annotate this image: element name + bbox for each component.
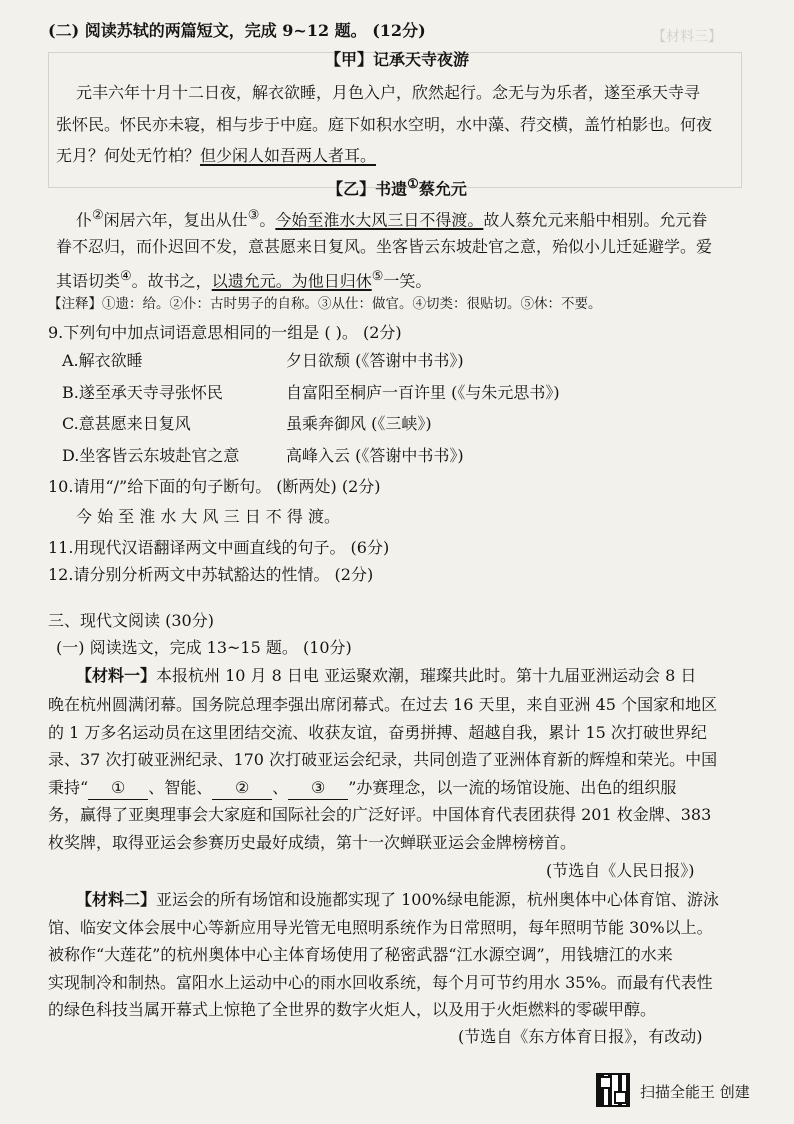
yi-l1a: 仆 [76, 210, 93, 230]
jia-line-2: 张怀民。怀民亦未寝，相与步于中庭。庭下如积水空明，水中藻、荇交横，盖竹柏影也。何夜 [56, 115, 713, 134]
q12-stem: 12.请分别分析两文中苏轼豁达的性情。 (2分) [48, 565, 374, 584]
yi-l3c: 一笑。 [383, 271, 432, 291]
q9-option-d-left: D.坐客皆云东坡赴官之意 [62, 446, 240, 465]
yi-underlined-sentence-1: 今始至淮水大风三日不得渡。 [275, 210, 484, 230]
m1-l1-text: 本报杭州 10 月 8 日电 亚运聚欢潮，璀璨共此时。第十九届亚洲运动会 8 日 [156, 666, 697, 685]
section-3-subheading: (一) 阅读选文，完成 13~15 题。 (10分) [56, 638, 352, 657]
material-2-label: 【材料二】 [76, 890, 157, 909]
m2-line-1 [76, 889, 719, 911]
m2-line-2: 馆、临安文体会展中心等新应用导光管无电照明系统作为日常照明，每年照明节能 30%以上。 [48, 918, 713, 937]
q9-option-c-right: 虽乘奔御风 (《三峡》) [286, 414, 432, 433]
yi-sup-2: ② [92, 208, 104, 223]
blank-1: ① [88, 777, 148, 800]
section-2-heading: (二) 阅读苏轼的两篇短文，完成 9~12 题。 (12分) [48, 21, 426, 40]
q11-stem: 11.用现代汉语翻译两文中画直线的句子。 (6分) [48, 538, 390, 557]
yi-l1c: 。 [259, 210, 276, 230]
yi-title-main: 【乙】书遗 [327, 179, 408, 199]
yi-line-3 [56, 266, 431, 292]
yi-sup-3: ③ [247, 208, 260, 223]
yi-underlined-sentence-2: 以遗允元。为他日归休 [211, 271, 372, 291]
m1-line-1 [76, 665, 696, 687]
m1-line-7: 枚奖牌，取得亚运会参赛历史最好成绩，第十一次蝉联亚运会金牌榜榜首。 [48, 833, 577, 852]
m2-l1-text: 亚运会的所有场馆和设施都实现了 100%绿电能源，杭州奥体中心体育馆、游泳 [156, 890, 719, 909]
m1-line-5 [48, 777, 676, 800]
blank-2: ② [212, 777, 272, 800]
m2-source: (节选自《东方体育日报》，有改动) [458, 1027, 703, 1046]
yi-l3a: 其语切类 [56, 271, 121, 291]
yi-l1b: 闲居六年，复出从仕 [103, 210, 248, 230]
yi-l3b: 。故书之， [131, 271, 212, 291]
blank-3: ③ [288, 777, 348, 800]
notes: 【注释】①遗：给。②仆：古时男子的自称。③从仕：做官。④切类：很贴切。⑤休：不要。 [48, 296, 602, 312]
m1-line-6: 务，赢得了亚奥理事会大家庭和国际社会的广泛好评。中国体育代表团获得 201 枚金牌、383 [48, 805, 712, 824]
yi-sup-5: ⑤ [371, 269, 384, 284]
q9-option-a-right: 夕日欲颓 (《答谢中书书》) [286, 351, 464, 370]
material-1-label: 【材料一】 [76, 666, 157, 685]
m1-line-3: 的 1 万多名运动员在这里团结交流、收获友谊，奋勇拼搏、超越自我，累计 15 次打破世界纪 [48, 723, 707, 742]
m1-source: (节选自《人民日报》) [546, 861, 695, 880]
scanner-watermark: 扫描全能王 创建 [640, 1083, 750, 1101]
passage-yi-title [0, 174, 794, 200]
m1-l5c: 、 [272, 778, 289, 797]
bleed-through-text: 【材料三】 [652, 29, 722, 45]
jia-line-3-text: 无月？何处无竹柏？ [56, 146, 201, 165]
yi-title-name: 蔡允元 [418, 179, 467, 199]
yi-l1d: 故人蔡允元来船中相别。允元眷 [483, 210, 708, 230]
m2-line-3: 被称作“大莲花”的杭州奥体中心主体育场使用了秘密武器“江水源空调”，用钱塘江的水来 [48, 945, 673, 964]
m1-l5d: ”办赛理念，以一流的场馆设施、出色的组织服 [348, 778, 677, 797]
yi-line-2: 眷不忍归，而仆迟回不发，意甚愿来日复风。坐客皆云东坡赴官之意，殆似小儿迁延避学。爱 [56, 237, 713, 256]
m1-line-2: 晚在杭州圆满闭幕。国务院总理李强出席闭幕式。在过去 16 天里，来自亚洲 45 个国家和地区 [48, 695, 718, 714]
section-3-heading: 三、现代文阅读 (30分) [48, 611, 214, 630]
m2-line-4: 实现制冷和制热。富阳水上运动中心的雨水回收系统，每个月可节约用水 35%。而最有代表性 [48, 973, 713, 992]
yi-sup-4: ④ [120, 269, 132, 284]
q9-option-a-left: A.解衣欲睡 [62, 351, 143, 370]
q9-option-b-right: 自富阳至桐庐一百许里 (《与朱元思书》) [286, 383, 560, 402]
jia-line-1: 元丰六年十月十二日夜，解衣欲睡，月色入户，欣然起行。念无与为乐者，遂至承天寺寻 [76, 83, 701, 102]
q9-option-b-left: B.遂至承天寺寻张怀民 [62, 383, 223, 402]
q9-stem: 9.下列句中加点词语意思相同的一组是 ( )。 (2分) [48, 323, 402, 342]
m1-l5b: 、智能、 [148, 778, 213, 797]
q9-option-c-left: C.意甚愿来日复风 [62, 414, 191, 433]
passage-jia-title: 【甲】记承天寺夜游 [324, 50, 469, 69]
yi-line-1 [76, 205, 707, 231]
jia-line-3 [56, 145, 376, 167]
q9-option-d-right: 高峰入云 (《答谢中书书》) [286, 446, 464, 465]
m1-line-4: 录、37 次打破亚洲纪录、170 次打破亚运会纪录，共同创造了亚洲体育新的辉煌和荣光。中国 [48, 750, 718, 769]
yi-title-sup: ① [407, 177, 419, 192]
qr-code-icon [596, 1073, 630, 1107]
jia-underlined-sentence: 但少闲人如吾两人者耳。 [200, 146, 377, 165]
q10-stem: 10.请用“/”给下面的句子断句。 (断两处) (2分) [48, 477, 381, 496]
m1-l5a: 秉持“ [48, 778, 89, 797]
q10-sentence: 今 始 至 淮 水 大 风 三 日 不 得 渡。 [76, 507, 340, 526]
m2-line-5: 的绿色科技当属开幕式上惊艳了全世界的数字火炬人，以及用于火炬燃料的零碳甲醇。 [48, 1000, 657, 1019]
